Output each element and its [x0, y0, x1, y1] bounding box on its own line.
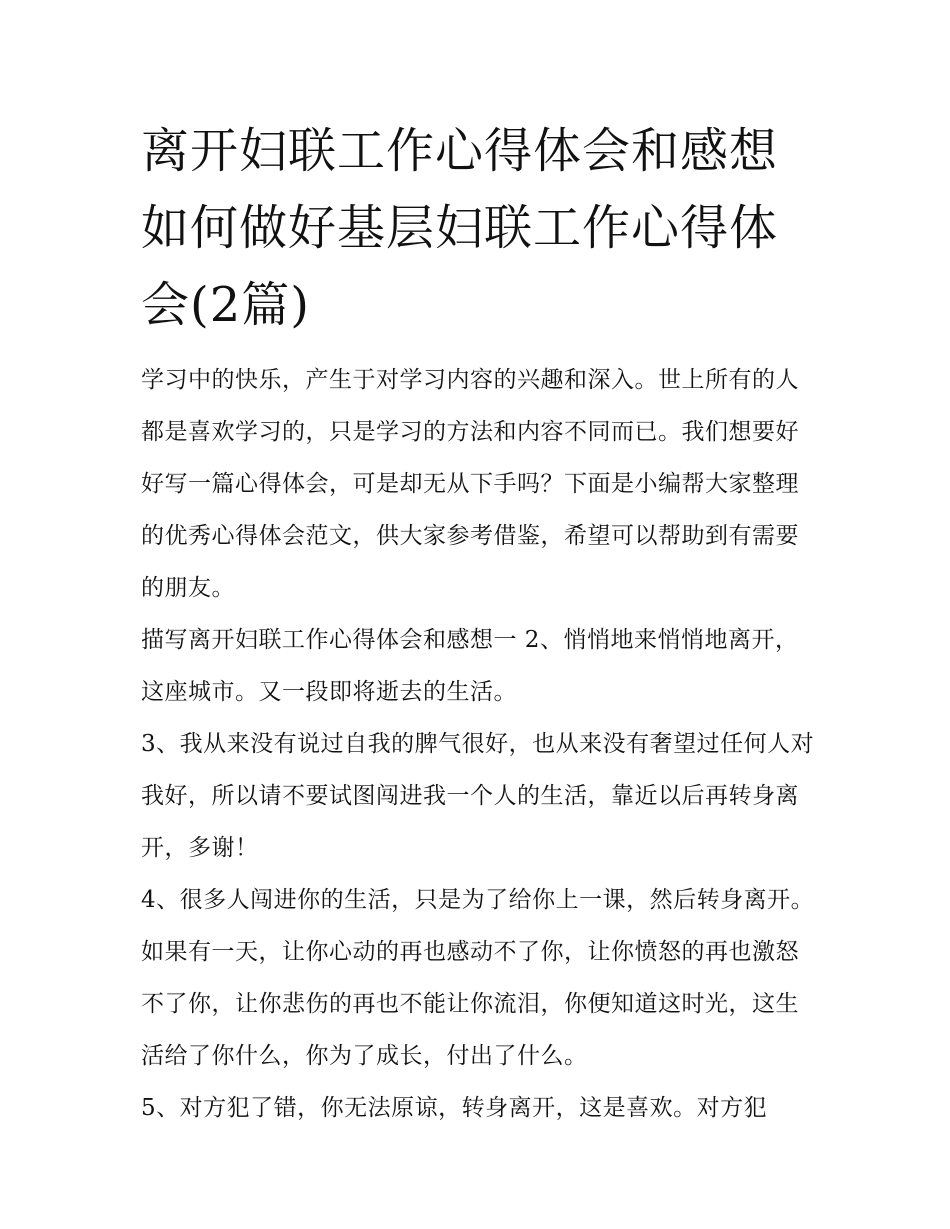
document-content — [141, 113, 821, 1134]
paragraph-item-2: 描写离开妇联工作心得体会和感想一 2、悄悄地来悄悄地离开，这座城市。又一段即将逝去的生活。 — [141, 627, 799, 705]
document-body — [141, 354, 821, 1134]
paragraph-item-3: 3、我从来没有说过自我的脾气很好，也从来没有奢望过任何人对我好，所以请不要试图闯进我一个人的生活，靠近以后再转身离开，多谢！ — [141, 731, 815, 861]
document-title: 离开妇联工作心得体会和感想如何做好基层妇联工作心得体会(2篇) — [141, 123, 779, 333]
paragraph-item-5: 5、对方犯了错，你无法原谅，转身离开，这是喜欢。对方犯 — [141, 1095, 768, 1121]
paragraph-item-4: 4、很多人闯进你的生活，只是为了给你上一课，然后转身离开。如果有一天，让你心动的再也感动不了你，让你愤怒的再也激怒不了你，让你悲伤的再也不能让你流泪，你便知道这时光，这生活给了你什么，你为了成长，付出了什么。 — [141, 887, 815, 1069]
paragraph-intro: 学习中的快乐，产生于对学习内容的兴趣和深入。世上所有的人都是喜欢学习的，只是学习的方法和内容不同而已。我们想要好好写一篇心得体会，可是却无从下手吗？下面是小编帮大家整理的优秀心得体会范文，供大家参考借鉴，希望可以帮助到有需要的朋友。 — [141, 367, 799, 601]
